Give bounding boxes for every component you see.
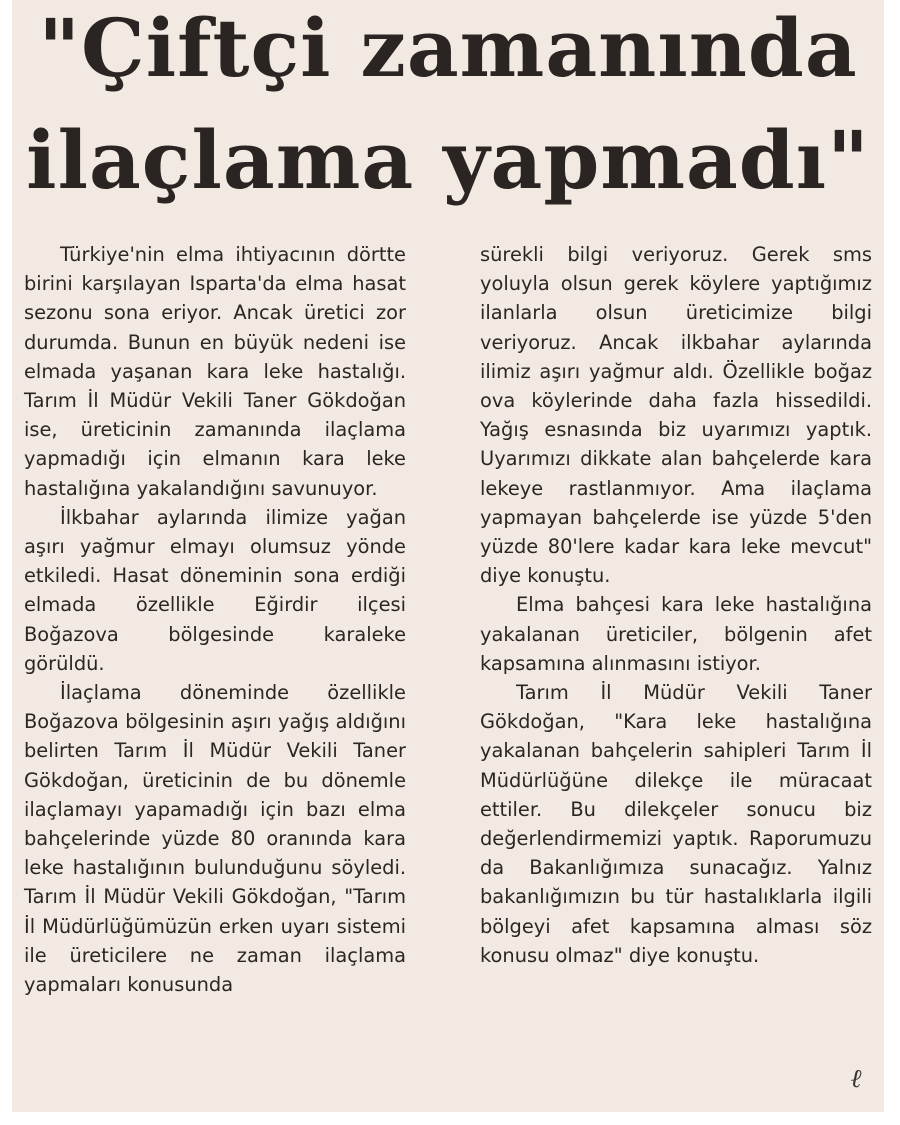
article-paragraph: Tarım İl Müdür Vekili Taner Gökdoğan, "Kara leke hastalığına yakalanan bahçelerin sahipleri Tarım İl Müdürlüğüne dilekçe ile müracaat ettiler. Bu dilekçeler sonucu biz değerlendirmemizi yaptık. Raporumuzu da Bakanlığımıza sunacağız. Yalnız bakanlığımızın bu tür hastalıklarla ilgili bölgeyi afet kapsamına alması söz konusu olmaz" diye konuştu. bbox=[480, 681, 872, 967]
article-paragraph: İlaçlama döneminde özellikle Boğazova bölgesinin aşırı yağış aldığını belirten Tarım İl Müdür Vekili Taner Gökdoğan, üreticinin de bu dönemle ilaçlamayı yapamadığı için bazı elma bahçelerinde yüzde 80 oranında kara leke hastalığının bulunduğunu söyledi. Tarım İl Müdür Vekili Gökdoğan, "Tarım İl Müdürlüğümüzün erken uyarı sistemi ile üreticilere ne zaman ilaçlama yapmaları konusunda bbox=[24, 681, 406, 997]
article-column-left bbox=[24, 240, 406, 999]
pen-mark: ℓ bbox=[846, 1063, 865, 1095]
article-paragraph: Türkiye'nin elma ihtiyacının dörtte birini karşılayan Isparta'da elma hasat sezonu sona eriyor. Ancak üretici zor durumda. Bunun en büyük nedeni ise elmada yaşanan kara leke hastalığı. Tarım İl Müdür Vekili Taner Gökdoğan ise, üreticinin zamanında ilaçlama yapmadığı için elmanın kara leke hastalığına yakalandığını savunuyor. bbox=[24, 243, 406, 500]
article-column-right bbox=[480, 240, 872, 970]
article-paragraph: İlkbahar aylarında ilimize yağan aşırı yağmur elmayı olumsuz yönde etkiledi. Hasat döneminin sona erdiği elmada özellikle Eğirdir ilçesi Boğazova bölgesinde karaleke görüldü. bbox=[24, 505, 406, 675]
headline-line-1: "Çiftçi zamanında bbox=[38, 1, 858, 95]
newspaper-clipping bbox=[12, 0, 884, 1112]
headline-line-2: ilaçlama yapmadı" bbox=[26, 113, 870, 207]
article-paragraph: sürekli bilgi veriyoruz. Gerek sms yoluyla olsun gerek köylere yaptığımız ilanlarla olsun üreticimize bilgi veriyoruz. Ancak ilkbahar aylarında ilimiz aşırı yağmur aldı. Özellikle boğaz ova köylerinde daha fazla hissedildi. Yağış esnasında biz uyarımızı yaptık. Uyarımızı dikkate alan bahçelerde kara lekeye rastlanmıyor. Ama ilaçlama yapmayan bahçelerde ise yüzde 5'den yüzde 80'lere kadar kara leke mevcut" diye konuştu. bbox=[480, 243, 872, 588]
article-paragraph: Elma bahçesi kara leke hastalığına yakalanan üreticiler, bölgenin afet kapsamına alınmasını istiyor. bbox=[480, 593, 872, 675]
